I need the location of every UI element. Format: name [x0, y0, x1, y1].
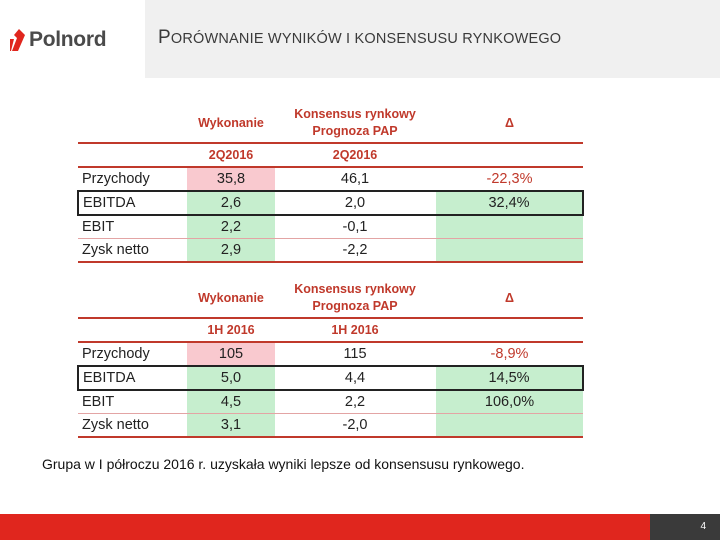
header-consensus	[280, 279, 430, 318]
row-delta	[436, 215, 583, 239]
row-consensus: -2,2	[280, 239, 430, 263]
period-exec: 1H 2016	[187, 318, 275, 342]
row-exec: 3,1	[187, 414, 275, 438]
row-label: Zysk netto	[78, 239, 187, 263]
row-consensus: -2,0	[280, 414, 430, 438]
polnord-logo-mark-icon	[10, 29, 26, 51]
table-row	[78, 390, 583, 414]
row-consensus: 115	[280, 342, 430, 366]
row-exec: 2,2	[187, 215, 275, 239]
summary-text: Grupa w I półroczu 2016 r. uzyskała wyniki lepsze od konsensusu rynkowego.	[42, 456, 525, 472]
footer-bar	[0, 514, 720, 540]
row-exec: 2,6	[187, 191, 275, 215]
header-delta: Δ	[436, 104, 583, 143]
header-consensus-line2: Prognoza PAP	[312, 124, 398, 138]
table-row	[78, 366, 583, 390]
row-exec: 105	[187, 342, 275, 366]
page-title	[158, 27, 561, 49]
row-label: EBITDA	[78, 366, 187, 390]
row-exec: 4,5	[187, 390, 275, 414]
row-label: Przychody	[78, 342, 187, 366]
table-period-row	[78, 143, 583, 167]
table-row	[78, 342, 583, 366]
period-consensus: 2Q2016	[280, 143, 430, 167]
row-consensus: -0,1	[280, 215, 430, 239]
row-exec: 2,9	[187, 239, 275, 263]
table-row	[78, 191, 583, 215]
results-table-1h2016	[77, 279, 584, 438]
row-exec: 35,8	[187, 167, 275, 191]
header-consensus-line1: Konsensus rynkowy	[294, 107, 416, 121]
table-period-row	[78, 318, 583, 342]
title-first-letter: P	[158, 27, 171, 48]
row-consensus: 46,1	[280, 167, 430, 191]
table-header-row	[78, 279, 583, 318]
table-row	[78, 167, 583, 191]
row-consensus: 2,0	[280, 191, 430, 215]
results-table-2q2016	[77, 104, 584, 263]
row-label: Przychody	[78, 167, 187, 191]
period-consensus: 1H 2016	[280, 318, 430, 342]
row-delta	[436, 414, 583, 438]
period-exec: 2Q2016	[187, 143, 275, 167]
header-empty	[78, 104, 187, 143]
header-logo-area	[0, 0, 145, 78]
header-exec: Wykonanie	[187, 104, 275, 143]
header-consensus-line2: Prognoza PAP	[312, 299, 398, 313]
polnord-logo	[10, 28, 106, 52]
row-delta: 14,5%	[436, 366, 583, 390]
row-exec: 5,0	[187, 366, 275, 390]
row-label: EBITDA	[78, 191, 187, 215]
header-delta: Δ	[436, 279, 583, 318]
row-delta: 106,0%	[436, 390, 583, 414]
title-rest: ORÓWNANIE WYNIKÓW I KONSENSUSU RYNKOWEGO	[170, 31, 562, 47]
page-number: 4	[700, 521, 706, 532]
row-delta: -8,9%	[436, 342, 583, 366]
header-exec: Wykonanie	[187, 279, 275, 318]
header-consensus	[280, 104, 430, 143]
table-row	[78, 215, 583, 239]
table-row	[78, 239, 583, 263]
row-label: EBIT	[78, 215, 187, 239]
logo-text: Polnord	[29, 28, 107, 51]
row-delta: 32,4%	[436, 191, 583, 215]
table-row	[78, 414, 583, 438]
row-consensus: 4,4	[280, 366, 430, 390]
footer-page-box	[650, 514, 720, 540]
row-consensus: 2,2	[280, 390, 430, 414]
header-consensus-line1: Konsensus rynkowy	[294, 282, 416, 296]
row-label: EBIT	[78, 390, 187, 414]
row-delta: -22,3%	[436, 167, 583, 191]
row-delta	[436, 239, 583, 263]
table-header-row	[78, 104, 583, 143]
row-label: Zysk netto	[78, 414, 187, 438]
